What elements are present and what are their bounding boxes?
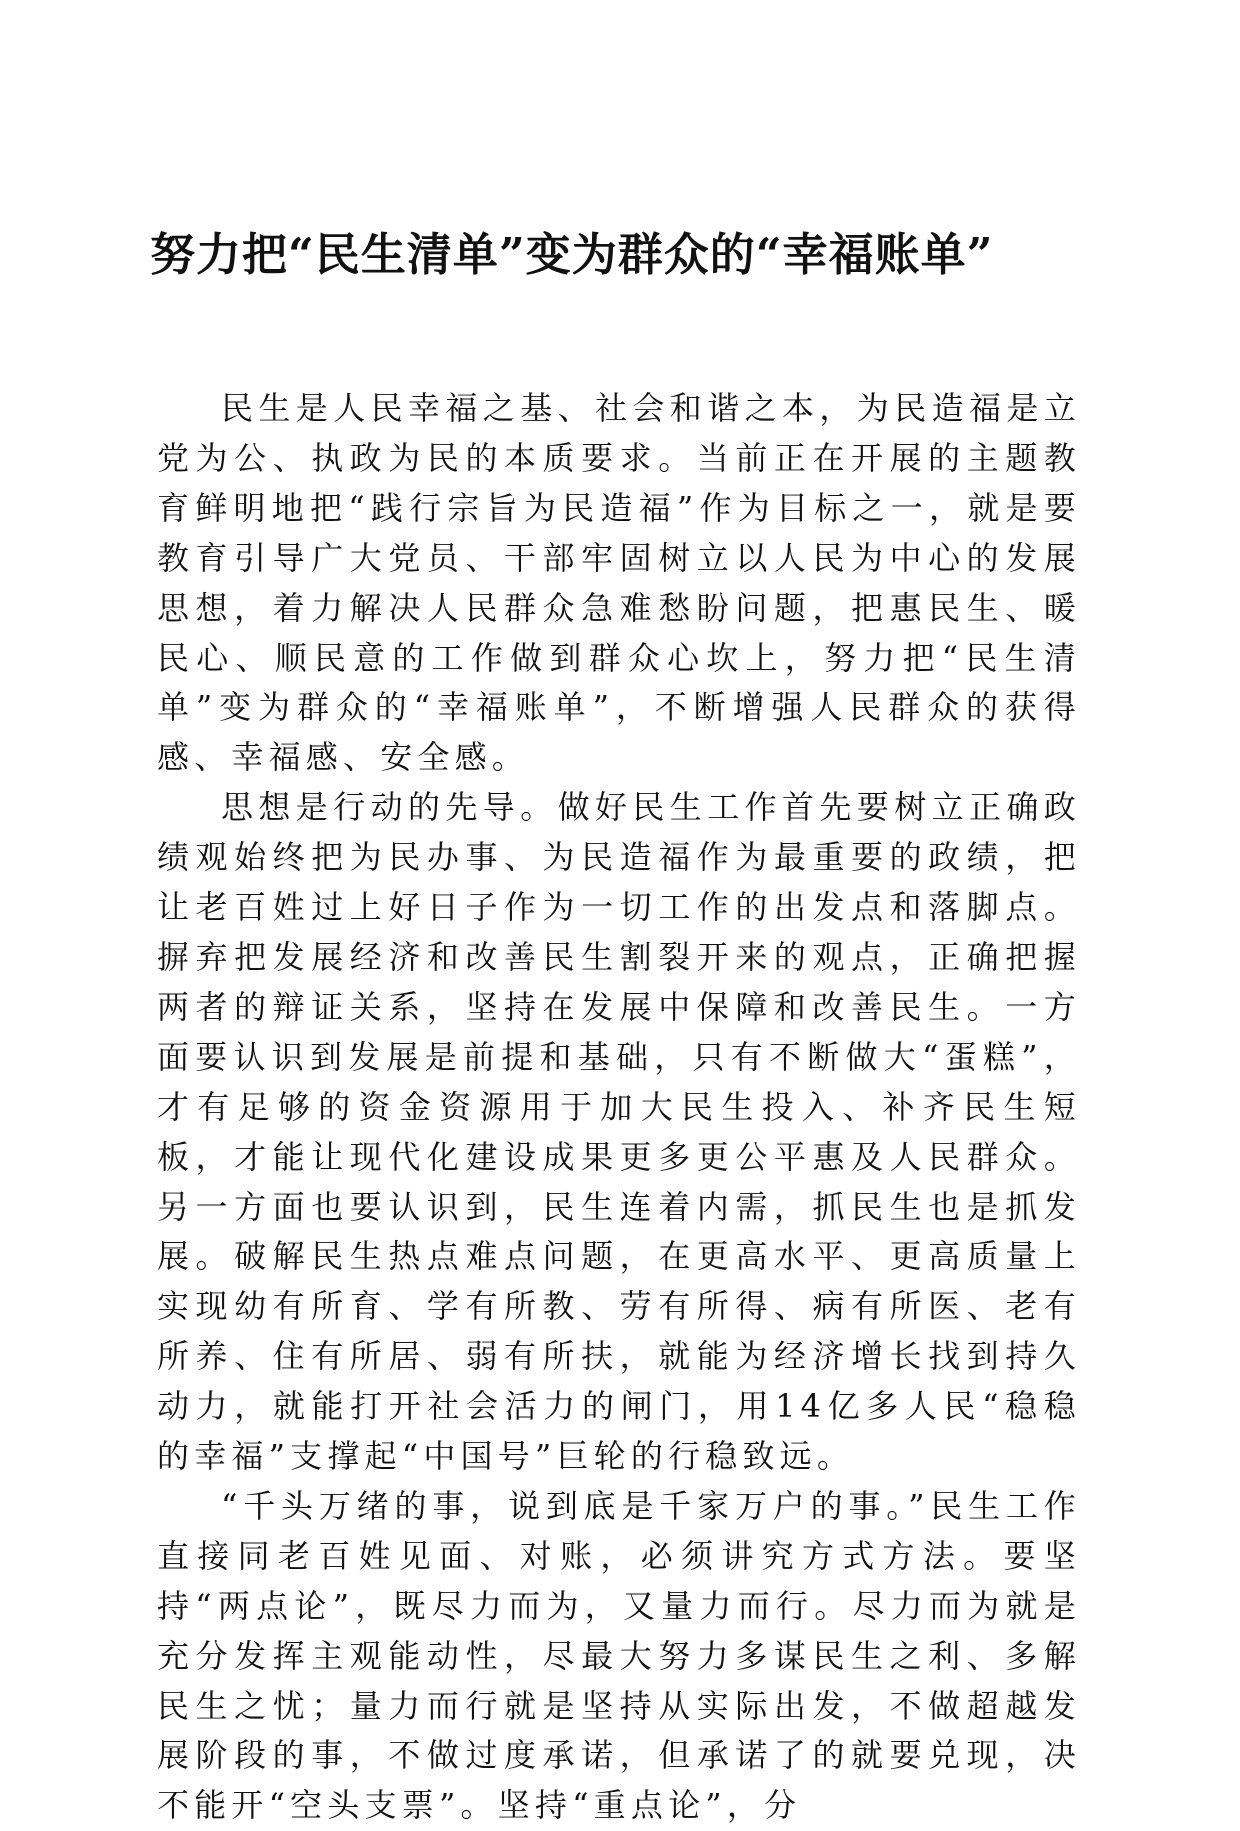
paragraph-1: 民生是人民幸福之基、社会和谐之本，为民造福是立党为公、执政为民的本质要求。当前正在开展的主题教育鲜明地把“践行宗旨为民造福”作为目标之一，就是要教育引导广大党员、干部牢固树立以人民为中心的发展思想，着力解决人民群众急难愁盼问题，把惠民生、暖民心、顺民意的工作做到群众心坎上，努力把“民生清单”变为群众的“幸福账单”，不断增强人民群众的获得感、幸福感、安全感。 xyxy=(157,389,1081,777)
paragraph-2: 思想是行动的先导。做好民生工作首先要树立正确政绩观始终把为民办事、为民造福作为最重要的政绩，把让老百姓过上好日子作为一切工作的出发点和落脚点。摒弃把发展经济和改善民生割裂开来的观点，正确把握两者的辩证关系，坚持在发展中保障和改善民生。一方面要认识到发展是前提和基础，只有不断做大“蛋糕”，才有足够的资金资源用于加大民生投入、补齐民生短板，才能让现代化建设成果更多更公平惠及人民群众。另一方面也要认识到，民生连着内需，抓民生也是抓发展。破解民生热点难点问题，在更高水平、更高质量上实现幼有所育、学有所教、劳有所得、病有所医、老有所养、住有所居、弱有所扶，就能为经济增长找到持久动力，就能打开社会活力的闸门，用14亿多人民“稳稳的幸福”支撑起“中国号”巨轮的行稳致远。 xyxy=(157,788,1081,1476)
paragraph-3: “千头万绪的事，说到底是千家万户的事。”民生工作直接同老百姓见面、对账，必须讲究方式方法。要坚持“两点论”，既尽力而为，又量力而行。尽力而为就是充分发挥主观能动性，尽最大努力多谋民生之利、多解民生之忧；量力而行就是坚持从实际出发，不做超越发展阶段的事，不做过度承诺，但承诺了的就要兑现，决不能开“空头支票”。坚持“重点论”，分 xyxy=(157,1486,1081,1825)
document-body xyxy=(157,384,1081,1831)
document-title: 努力把“民生清单”变为群众的“幸福账单” xyxy=(150,228,994,281)
